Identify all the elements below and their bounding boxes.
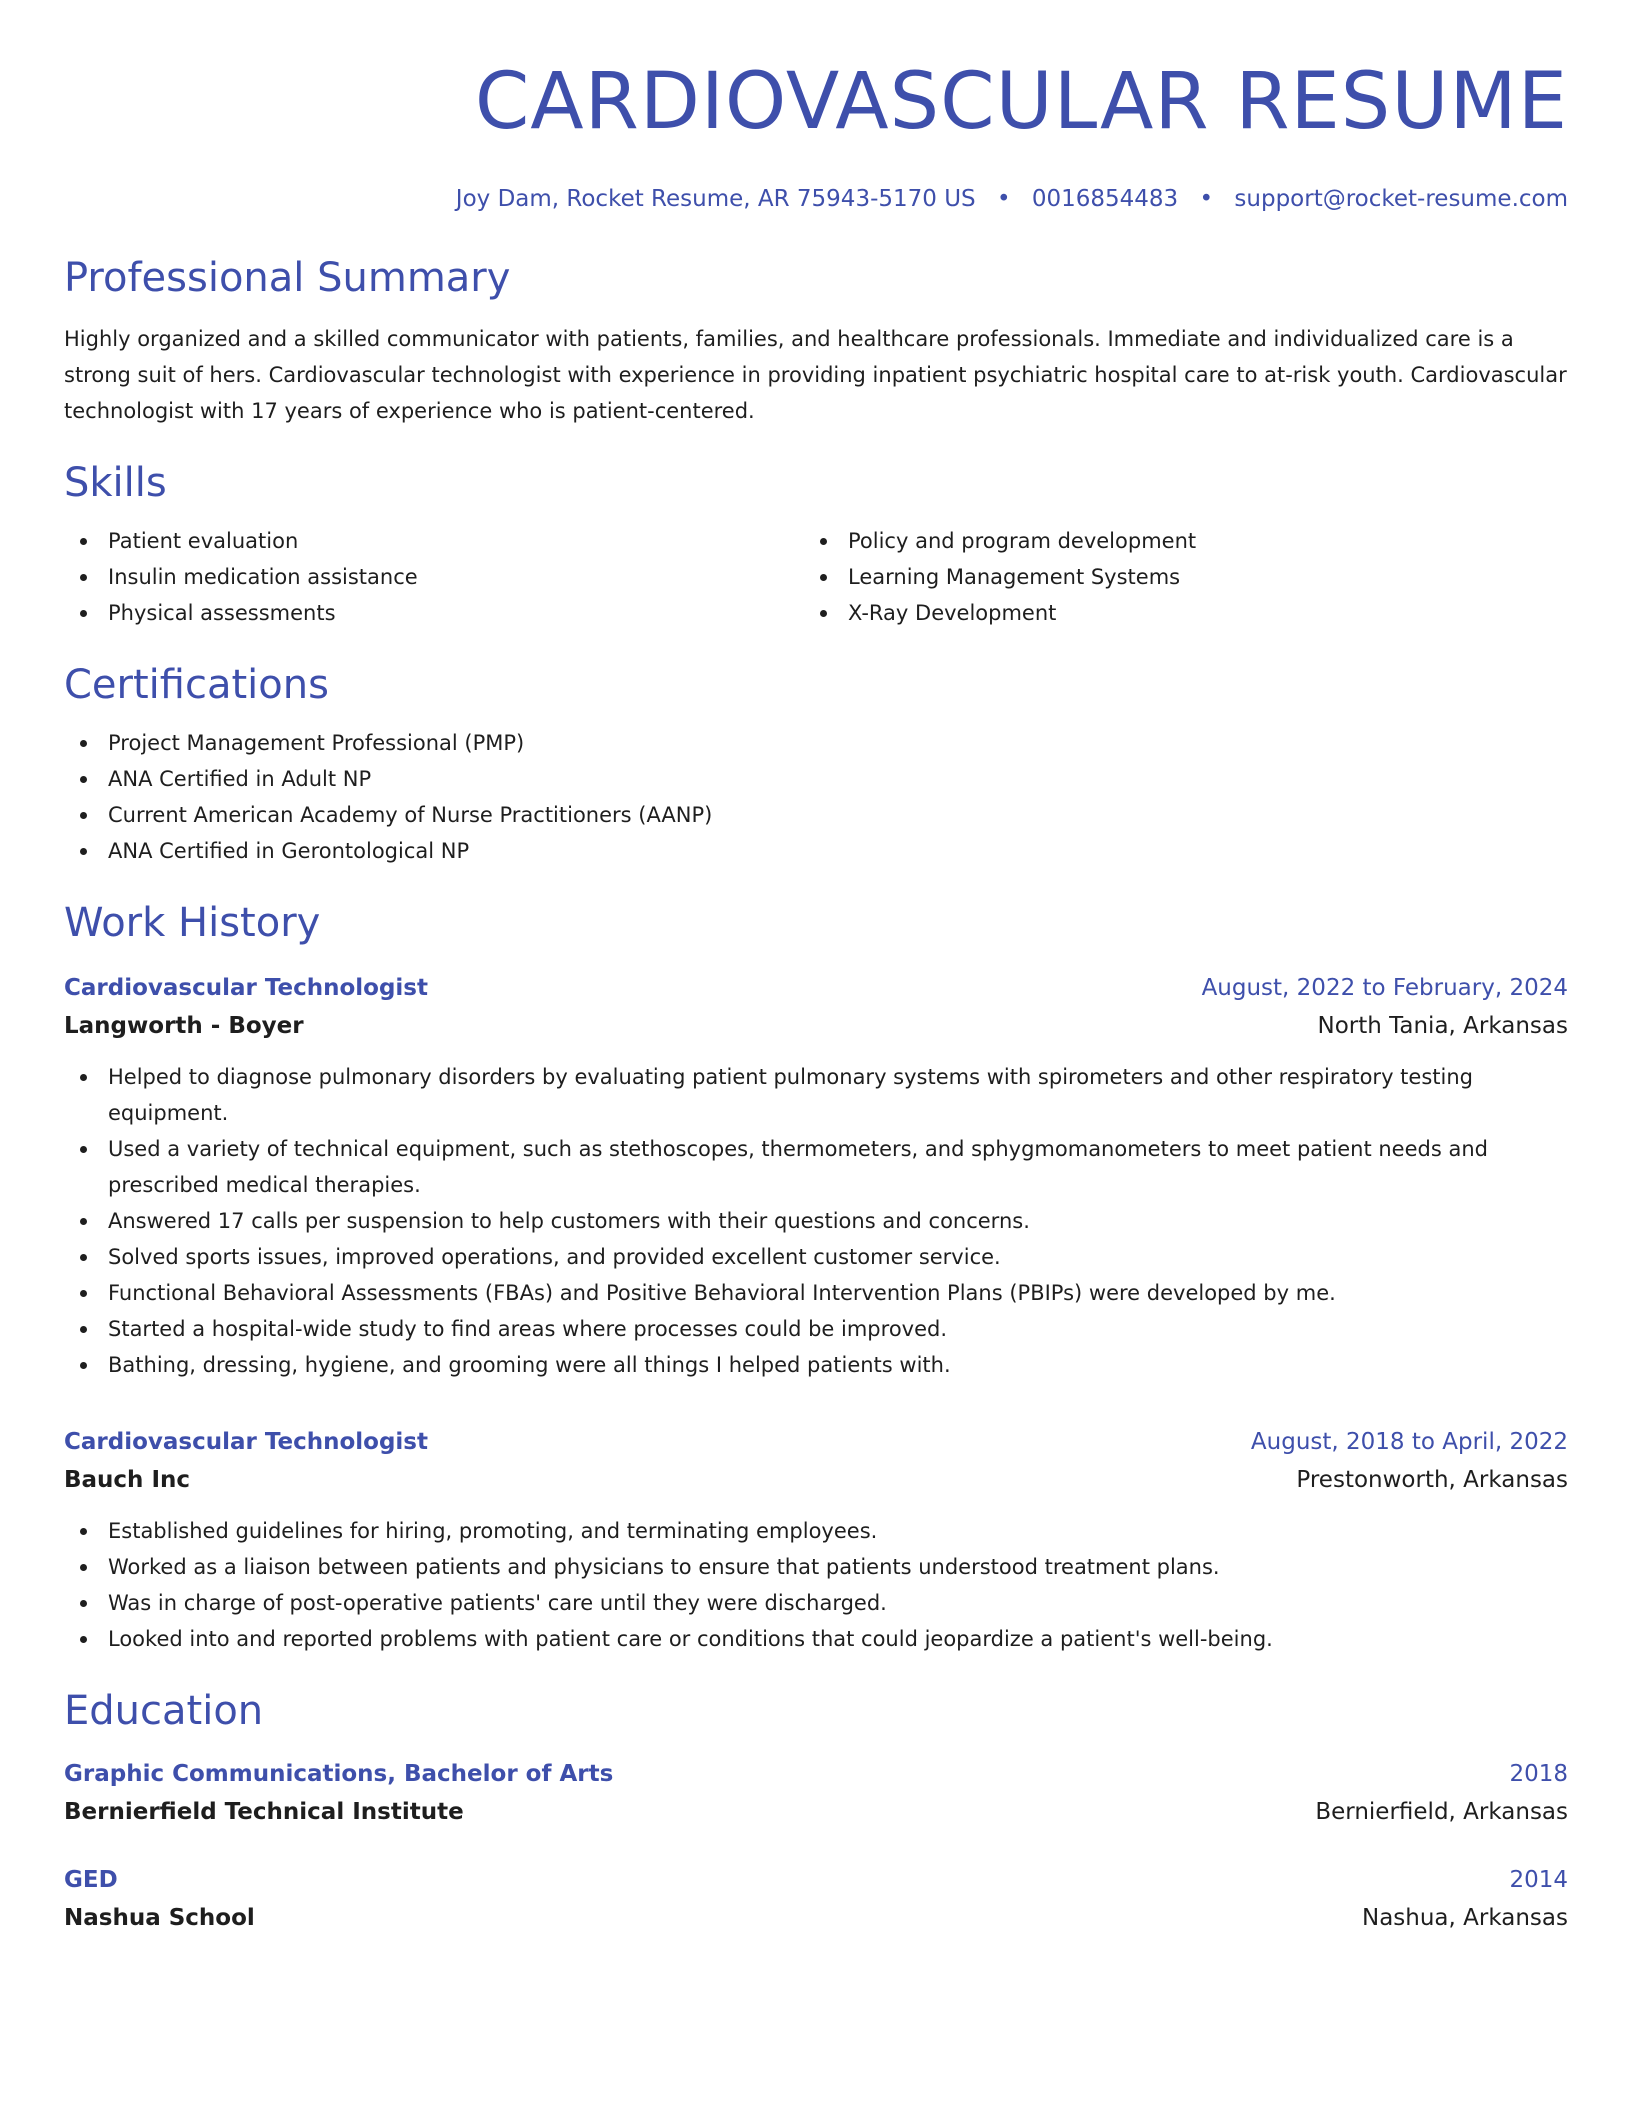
job-duty-item: Bathing, dressing, hygiene, and grooming were all things I helped patients with. xyxy=(64,1347,1568,1383)
education-school: Nashua School xyxy=(64,1905,255,1931)
skill-item: Policy and program development xyxy=(804,523,1544,559)
job-duty-item: Answered 17 calls per suspension to help customers with their questions and concerns. xyxy=(64,1203,1568,1239)
education-location: Bernierfield, Arkansas xyxy=(1315,1799,1568,1825)
section-heading-work-history: Work History xyxy=(64,900,321,946)
section-heading-summary: Professional Summary xyxy=(64,255,511,301)
job-duty-item: Established guidelines for hiring, promoting, and terminating employees. xyxy=(64,1513,1568,1549)
certifications-list xyxy=(64,725,1568,869)
job-company-row xyxy=(64,1461,1568,1499)
job-location: Prestonworth, Arkansas xyxy=(1296,1467,1568,1493)
job-duties-list xyxy=(64,1059,1568,1383)
certification-item: ANA Certified in Adult NP xyxy=(64,761,1568,797)
education-year: 2014 xyxy=(1509,1867,1568,1893)
education-school: Bernierfield Technical Institute xyxy=(64,1799,464,1825)
job-title: Cardiovascular Technologist xyxy=(64,975,428,1001)
education-section xyxy=(64,1687,1568,1937)
job-duty-item: Helped to diagnose pulmonary disorders by evaluating patient pulmonary systems with spirometers and other respiratory testing equipment. xyxy=(64,1059,1568,1131)
job-duty-item: Started a hospital-wide study to find areas where processes could be improved. xyxy=(64,1311,1568,1347)
contact-separator: • xyxy=(996,186,1011,212)
job-duty-item: Functional Behavioral Assessments (FBAs) and Positive Behavioral Intervention Plans (PBIPs) were developed by me. xyxy=(64,1275,1568,1311)
resume-title: CARDIOVASCULAR RESUME xyxy=(474,57,1568,147)
job-header-row xyxy=(64,1423,1568,1461)
job-header-row xyxy=(64,969,1568,1007)
certifications-section xyxy=(64,661,1568,869)
certification-item: Project Management Professional (PMP) xyxy=(64,725,1568,761)
section-heading-certifications: Certifications xyxy=(64,662,329,708)
education-year: 2018 xyxy=(1509,1761,1568,1787)
education-location: Nashua, Arkansas xyxy=(1362,1905,1568,1931)
skills-list-right xyxy=(804,523,1544,631)
education-header-row xyxy=(64,1755,1568,1793)
job-dates: August, 2018 to April, 2022 xyxy=(1250,1429,1568,1455)
job-title: Cardiovascular Technologist xyxy=(64,1429,428,1455)
education-school-row xyxy=(64,1793,1568,1831)
skills-section xyxy=(64,459,1568,631)
section-heading-skills: Skills xyxy=(64,460,167,506)
job-location: North Tania, Arkansas xyxy=(1317,1013,1568,1039)
job-company-row xyxy=(64,1007,1568,1045)
job-duty-item: Solved sports issues, improved operations, and provided excellent customer service. xyxy=(64,1239,1568,1275)
skill-item: Learning Management Systems xyxy=(804,559,1544,595)
work-history-section xyxy=(64,899,1568,1657)
job-company: Langworth - Boyer xyxy=(64,1013,304,1039)
skill-item: X-Ray Development xyxy=(804,595,1544,631)
job-duty-item: Was in charge of post-operative patients' care until they were discharged. xyxy=(64,1585,1568,1621)
contact-email: support@rocket-resume.com xyxy=(1234,186,1568,212)
job-entry xyxy=(64,1423,1568,1657)
education-entry xyxy=(64,1755,1568,1831)
education-school-row xyxy=(64,1899,1568,1937)
job-duty-item: Looked into and reported problems with patient care or conditions that could jeopardize a patient's well-being. xyxy=(64,1621,1568,1657)
section-heading-education: Education xyxy=(64,1688,264,1734)
contact-phone: 0016854483 xyxy=(1031,186,1179,212)
education-degree: Graphic Communications, Bachelor of Arts xyxy=(64,1761,614,1787)
education-degree: GED xyxy=(64,1867,118,1893)
skill-item: Insulin medication assistance xyxy=(64,559,804,595)
contact-address: Joy Dam, Rocket Resume, AR 75943-5170 US xyxy=(455,186,976,212)
education-header-row xyxy=(64,1861,1568,1899)
skills-columns xyxy=(64,523,1568,631)
job-entry xyxy=(64,969,1568,1383)
skill-item: Patient evaluation xyxy=(64,523,804,559)
resume-header xyxy=(64,0,1568,214)
job-dates: August, 2022 to February, 2024 xyxy=(1201,975,1568,1001)
contact-separator: • xyxy=(1199,186,1214,212)
certification-item: ANA Certified in Gerontological NP xyxy=(64,833,1568,869)
summary-text: Highly organized and a skilled communicator with patients, families, and healthcare professionals. Immediate and individualized care is a strong suit of hers. Cardiovascular technologist with experience in providing inpatient psychiatric hospital care to at-risk youth. Cardiovascular technologist with 17 years of experience who is patient-centered. xyxy=(64,327,1567,423)
job-duties-list xyxy=(64,1513,1568,1657)
professional-summary-section xyxy=(64,254,1568,429)
skills-list-left xyxy=(64,523,804,631)
job-duty-item: Worked as a liaison between patients and physicians to ensure that patients understood treatment plans. xyxy=(64,1549,1568,1585)
skill-item: Physical assessments xyxy=(64,595,804,631)
education-entry xyxy=(64,1861,1568,1937)
job-company: Bauch Inc xyxy=(64,1467,191,1493)
contact-line xyxy=(64,184,1568,214)
job-duty-item: Used a variety of technical equipment, such as stethoscopes, thermometers, and sphygmomanometers to meet patient needs and prescribed medical therapies. xyxy=(64,1131,1568,1203)
certification-item: Current American Academy of Nurse Practitioners (AANP) xyxy=(64,797,1568,833)
